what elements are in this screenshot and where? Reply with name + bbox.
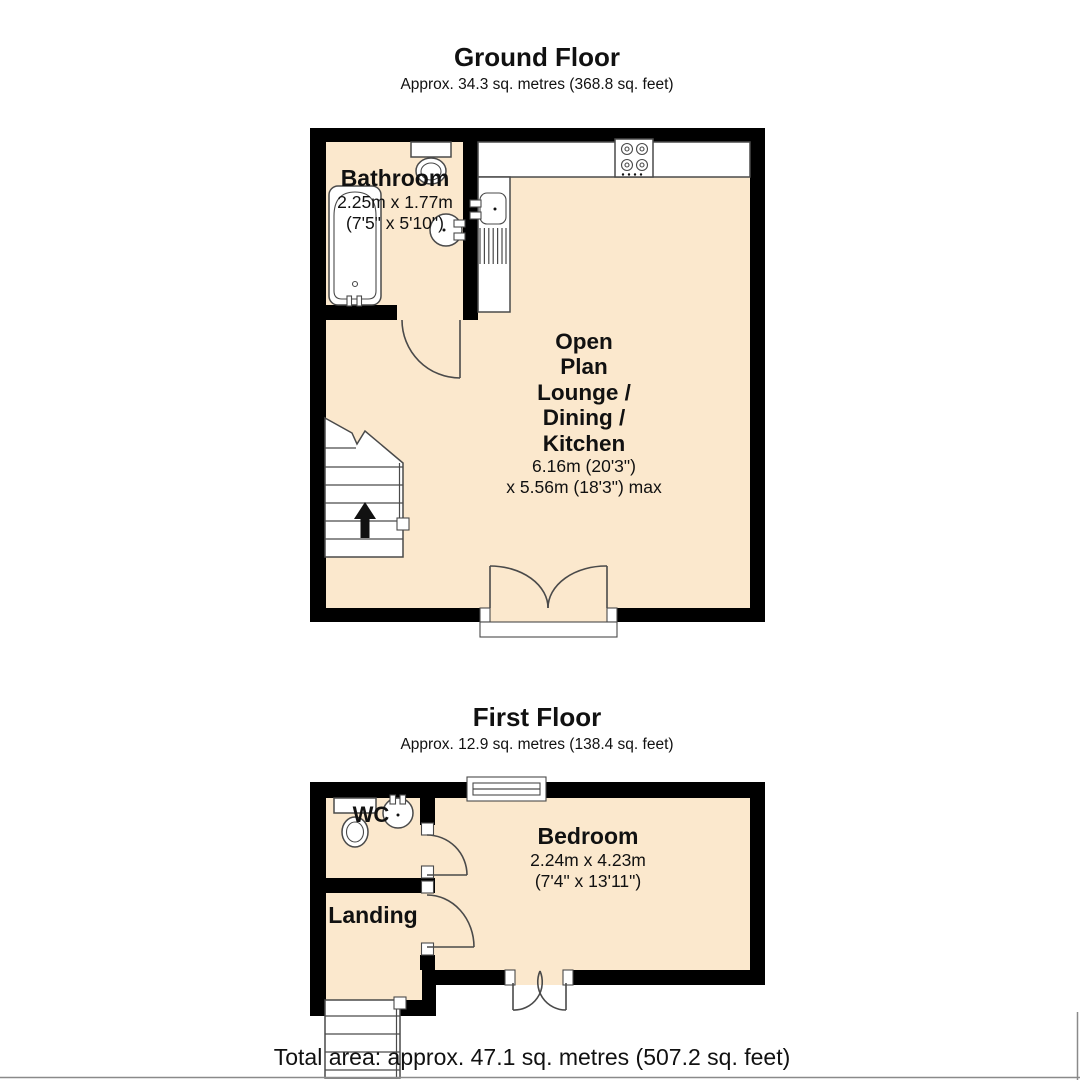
drainer-lines <box>480 228 506 264</box>
hob-icon <box>615 139 653 177</box>
bedroom-label <box>530 824 646 892</box>
open-plan-line1: Open <box>555 329 613 354</box>
first-window <box>467 777 546 801</box>
open-plan-dims-ft: x 5.56m (18'3") max <box>506 477 662 498</box>
open-plan-line5: Kitchen <box>542 430 626 456</box>
open-plan-line2: Plan <box>560 354 608 380</box>
landing-label: Landing <box>328 902 418 928</box>
wc-label: WC <box>352 802 390 827</box>
open-plan-line3: Lounge / <box>537 379 631 405</box>
total-area-label: Total area: approx. 47.1 sq. metres (507.2 sq. feet) <box>273 1044 791 1070</box>
bathroom-dims-m: 2.25m x 1.77m <box>337 191 453 212</box>
open-plan-label <box>506 329 661 499</box>
bedroom-dims-ft: (7'4" x 13'11") <box>534 871 642 892</box>
bathroom-dims-ft: (7'5" x 5'10") <box>346 213 444 234</box>
ground-floor-area: Approx. 34.3 sq. metres (368.8 sq. feet) <box>400 76 674 93</box>
ground-floor-title: Ground Floor <box>453 42 621 72</box>
first-floor-area: Approx. 12.9 sq. metres (138.4 sq. feet) <box>400 736 674 753</box>
bedroom-double-door <box>505 970 573 1010</box>
first-floor-title: First Floor <box>472 702 602 732</box>
bedroom-dims-m: 2.24m x 4.23m <box>530 849 646 870</box>
bathroom-name: Bathroom <box>340 165 450 191</box>
bathroom-label <box>337 166 453 234</box>
bedroom-name: Bedroom <box>537 823 639 849</box>
open-plan-dims-m: 6.16m (20'3") <box>532 456 636 477</box>
open-plan-line4: Dining / <box>542 405 626 431</box>
